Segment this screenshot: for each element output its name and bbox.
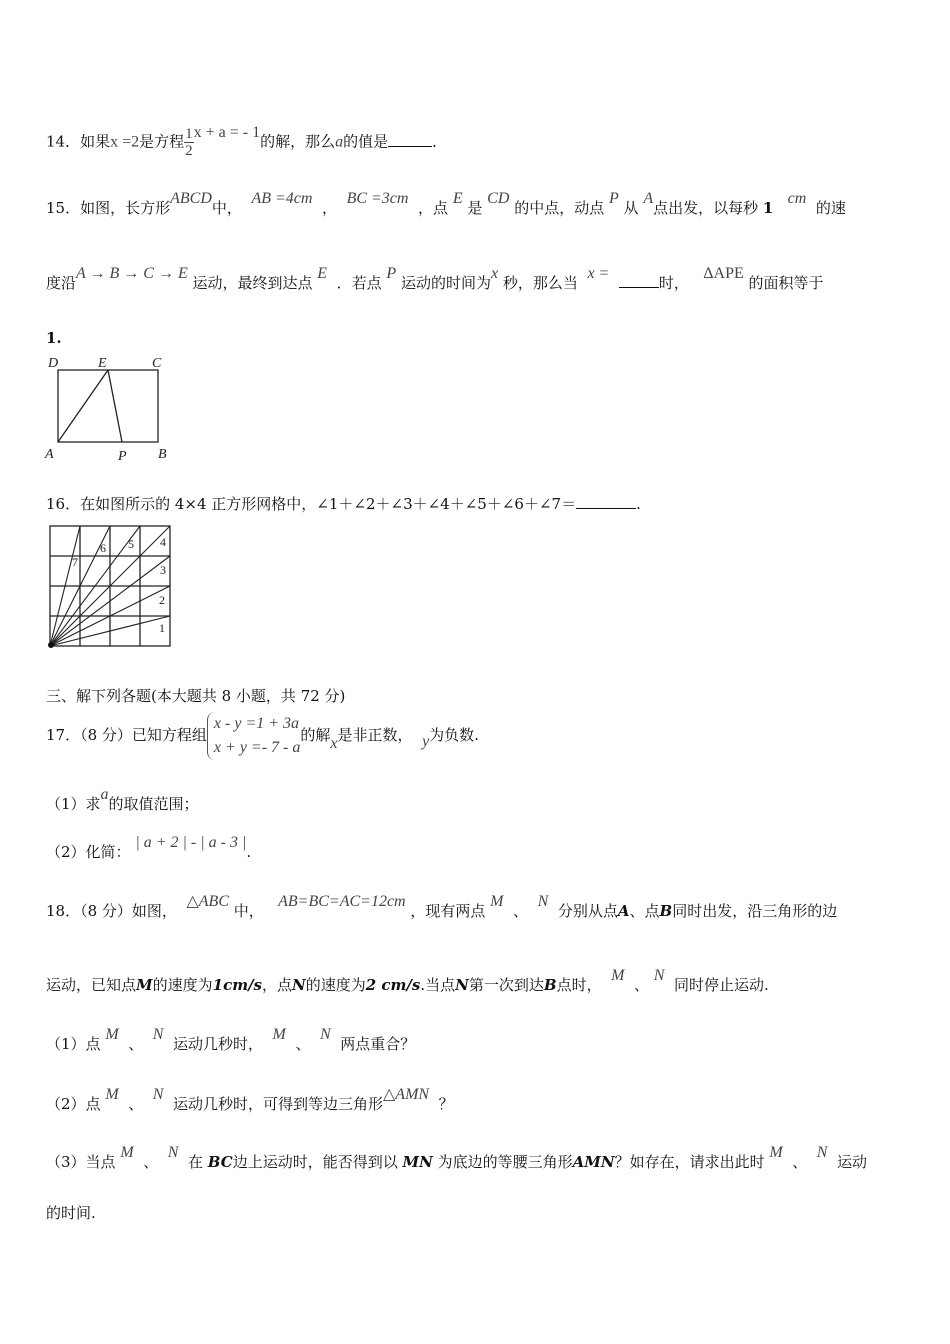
angle-label-3: 3: [160, 563, 166, 577]
angle-label-1: 1: [159, 621, 165, 635]
q17-number: 17．: [46, 726, 81, 744]
q18-part-3-cont: 的时间.: [46, 1204, 96, 1222]
figure-rectangle: [42, 352, 182, 464]
q15-line-2: 度沿A → B → C → E 运动，最终到达点 E ．若点 P 运动的时间为x 秒，那么当 x = 时， ΔAPE 的面积等于: [46, 265, 824, 292]
label-p: P: [118, 449, 127, 464]
q16-line: 16．在如图所示的 4×4 正方形网格中，∠1＋∠2＋∠3＋∠4＋∠5＋∠6＋∠7＝ .: [46, 495, 641, 513]
angle-label-2: 2: [159, 593, 165, 607]
label-a: A: [45, 447, 54, 462]
q17-part-1: （1）求a的取值范围；: [46, 786, 199, 813]
q18-part-1: （1）点 M 、 N 运动几秒时， M 、 N 两点重合？: [46, 1026, 416, 1053]
q17-part-2: （2）化简： | a + 2 | - | a - 3 |.: [46, 834, 252, 861]
q18-line-1: 18．（8 分）如图， △ABC 中， AB=BC=AC=12cm ，现有两点 M 、 N 分别从点A、点B同时出发，沿三角形的边: [46, 893, 838, 920]
origin-point: [48, 642, 54, 648]
angle-label-4: 4: [160, 535, 166, 549]
q18-part-3: （3）当点 M 、 N 在 BC边上运动时，能否得到以 MN 为底边的等腰三角形AMN？如存在，请求出此时 M 、 N 运动: [46, 1144, 868, 1171]
q17-line: 17．（8 分）已知方程组 x - y =1 + 3a x + y =- 7 - a 的解x是非正数， y为负数.: [46, 711, 479, 760]
segment-ae: [58, 370, 108, 442]
q14-line: 14．如果x =2是方程 $\frac{1}{2}$ x + a = - 1的解，那么a的值是 ．: [46, 123, 448, 159]
q18-part-2: （2）点 M 、 N 运动几秒时，可得到等边三角形△AMN ？: [46, 1086, 454, 1113]
q14-fraction: $\frac{1}{2}$: [185, 126, 193, 159]
label-b: B: [158, 447, 167, 462]
answer-blank: [388, 132, 432, 147]
angle-label-6: 6: [100, 541, 106, 555]
label-e: E: [98, 356, 107, 371]
angle-label-5: 5: [128, 537, 134, 551]
q15-line-3: 1.: [46, 329, 62, 347]
equation-system: x - y =1 + 3a x + y =- 7 - a: [207, 712, 300, 760]
label-d: D: [48, 356, 59, 371]
answer-blank: [576, 494, 636, 509]
rectangle-abcd: [58, 370, 158, 442]
segment-ep: [108, 370, 122, 442]
answer-blank: [619, 273, 659, 288]
q18-line-2: 运动，已知点M的速度为1cm/s，点N的速度为2 cm/s.当点N第一次到达B点时， M 、 N 同时停止运动.: [46, 967, 769, 994]
label-c: C: [152, 356, 162, 371]
q15-number: 15．: [46, 199, 81, 217]
q18-number: 18．: [46, 902, 81, 920]
figure-grid: [46, 522, 176, 650]
section-heading: 三、解下列各题(本大题共 8 小题，共 72 分): [46, 687, 346, 705]
q15-line-1: 15．如图，长方形ABCD中， AB =4cm ， BC =3cm ，点 E 是 CD 的中点，动点 P 从 A点出发，以每秒 1 cm 的速: [46, 190, 846, 217]
q14-number: 14．: [46, 132, 81, 151]
angle-label-7: 7: [72, 555, 78, 569]
